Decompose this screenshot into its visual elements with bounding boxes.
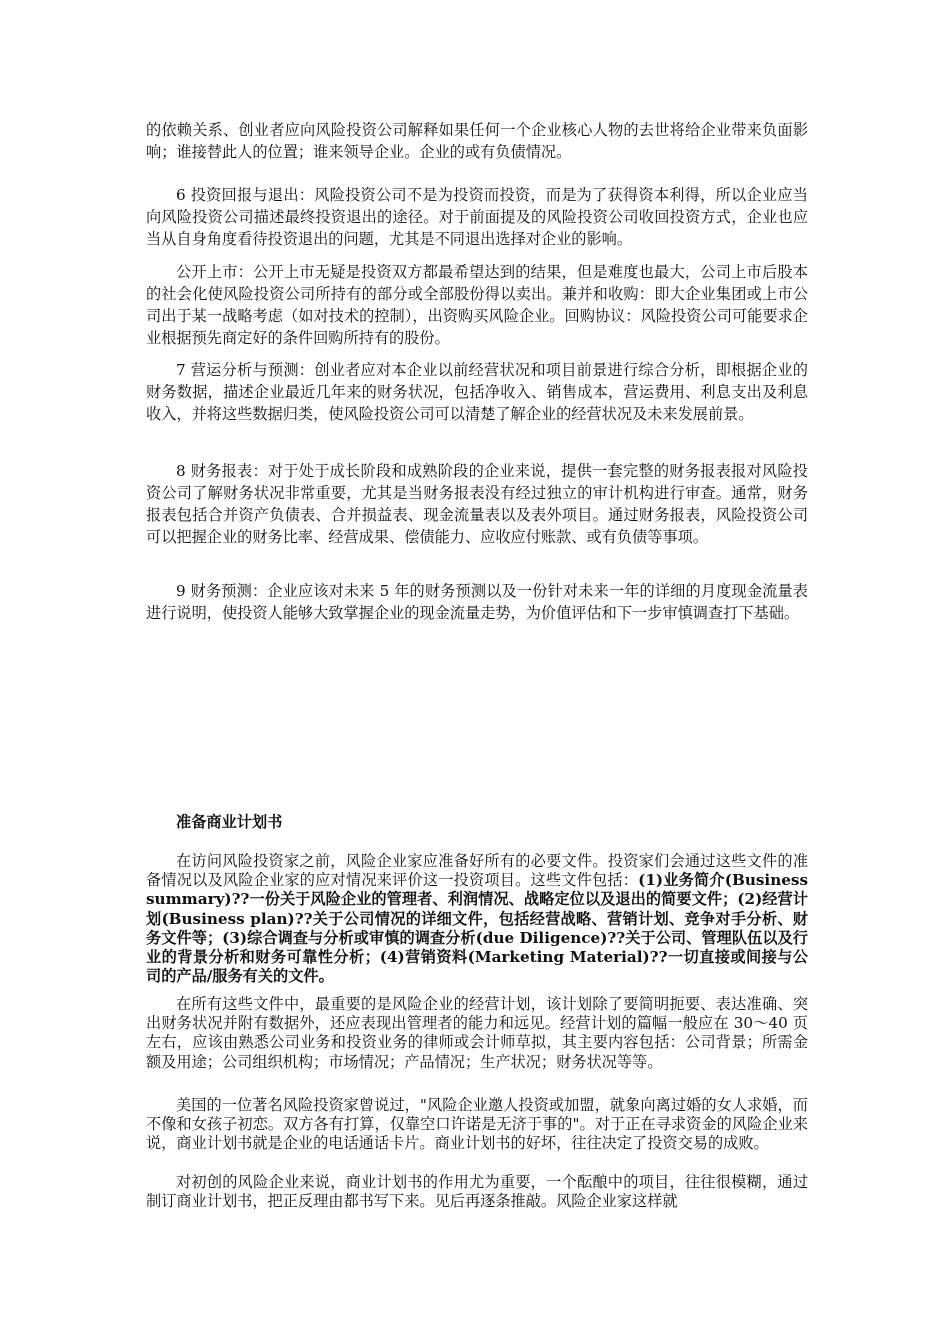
documents-list-text: (1)业务简介(Business summary)??一份关于风险企业的管理者、利润情况、战略定位以及退出的简要文件；(2)经营计划(Business plan)??关于公司情况的详细文件，包括经营战略、营销计划、竞争对手分析、财务文件等；(3)综合调查与分析或审慎的调查分析(due Diligence)??关于公司、管理队伍以及行业的背景分析和财务可靠性分析；(4)营销资料(Marketing Material)??一切直接或间接与公司的产品/服务有关的文件。 <box>146 871 808 986</box>
documents-intro-text: 在访问风险投资家之前，风险企业家应准备好所有的必要文件。投资家们会通过这些文件的准备情况以及风险企业家的应对情况来评价这一投资项目。这些文件包括： <box>146 852 808 890</box>
paragraph-investor-quote: 美国的一位著名风险投资家曾说过，"风险企业邀人投资或加盟，就象向离过婚的女人求婚，而不像和女孩子初恋。双方各有打算，仅靠空口许诺是无济于事的"。对于正在寻求资金的风险企业来说，商业计划书就是企业的电话通话卡片。商业计划书的好坏，往往决定了投资交易的成败。 <box>146 1096 808 1153</box>
paragraph-required-documents <box>146 852 808 986</box>
section-heading: 准备商业计划书 <box>176 813 283 831</box>
paragraph-operation-analysis: 7 营运分析与预测：创业者应对本企业以前经营状况和项目前景进行综合分析，即根据企业的财务数据，描述企业最近几年来的财务状况，包括净收入、销售成本，营运费用、利息支出及利息收入，并将这些数据归类，使风险投资公司可以清楚了解企业的经营状况及未来发展前景。 <box>146 361 808 423</box>
paragraph-investment-exit: 6 投资回报与退出：风险投资公司不是为投资而投资，而是为了获得资本利得，所以企业应当向风险投资公司描述最终投资退出的途径。对于前面提及的风险投资公司收回投资方式，企业也应当从自身角度看待投资退出的问题，尤其是不同退出选择对企业的影响。 <box>146 186 808 248</box>
paragraph-financial-statements: 8 财务报表：对于处于成长阶段和成熟阶段的企业来说，提供一套完整的财务报表报对风险投资公司了解财务状况非常重要，尤其是当财务报表没有经过独立的审计机构进行审查。通常，财务报表包括合并资产负债表、合并损益表、现金流量表以及表外项目。通过财务报表，风险投资公司可以把握企业的财务比率、经营成果、偿债能力、应收应付账款、或有负债等事项。 <box>146 462 808 546</box>
paragraph-business-plan: 在所有这些文件中，最重要的是风险企业的经营计划，该计划除了要简明扼要、表达准确、突出财务状况并附有数据外，还应表现出管理者的能力和远见。经营计划的篇幅一般应在 30～40 页左右，应该由熟悉公司业务和投资业务的律师或会计师草拟，其主要内容包括：公司背景；所需金额及用途；公司组织机构；市场情况；产品情况；生产状况；财务状况等等。 <box>146 995 808 1071</box>
paragraph-startup-plan: 对初创的风险企业来说，商业计划书的作用尤为重要，一个酝酿中的项目，往往很模糊，通过制订商业计划书，把正反理由都书写下来。见后再逐条推敲。风险企业家这样就 <box>146 1173 808 1211</box>
paragraph-ipo-merger-buyback: 公开上市：公开上市无疑是投资双方都最希望达到的结果，但是难度也最大，公司上市后股本的社会化使风险投资公司所持有的部分或全部股份得以卖出。兼并和收购：即大企业集团或上市公司出于某一战略考虑（如对技术的控制），出资购买风险企业。回购协议：风险投资公司可能要求企业根据预先商定好的条件回购所持有的股份。 <box>146 263 808 347</box>
paragraph-financial-forecast: 9 财务预测：企业应该对未来 5 年的财务预测以及一份针对未来一年的详细的月度现金流量表进行说明，使投资人能够大致掌握企业的现金流量走势，为价值评估和下一步审慎调查打下基础。 <box>146 582 808 622</box>
paragraph-continuation: 的依赖关系、创业者应向风险投资公司解释如果任何一个企业核心人物的去世将给企业带来负面影响；谁接替此人的位置；谁来领导企业。企业的或有负债情况。 <box>146 121 808 161</box>
